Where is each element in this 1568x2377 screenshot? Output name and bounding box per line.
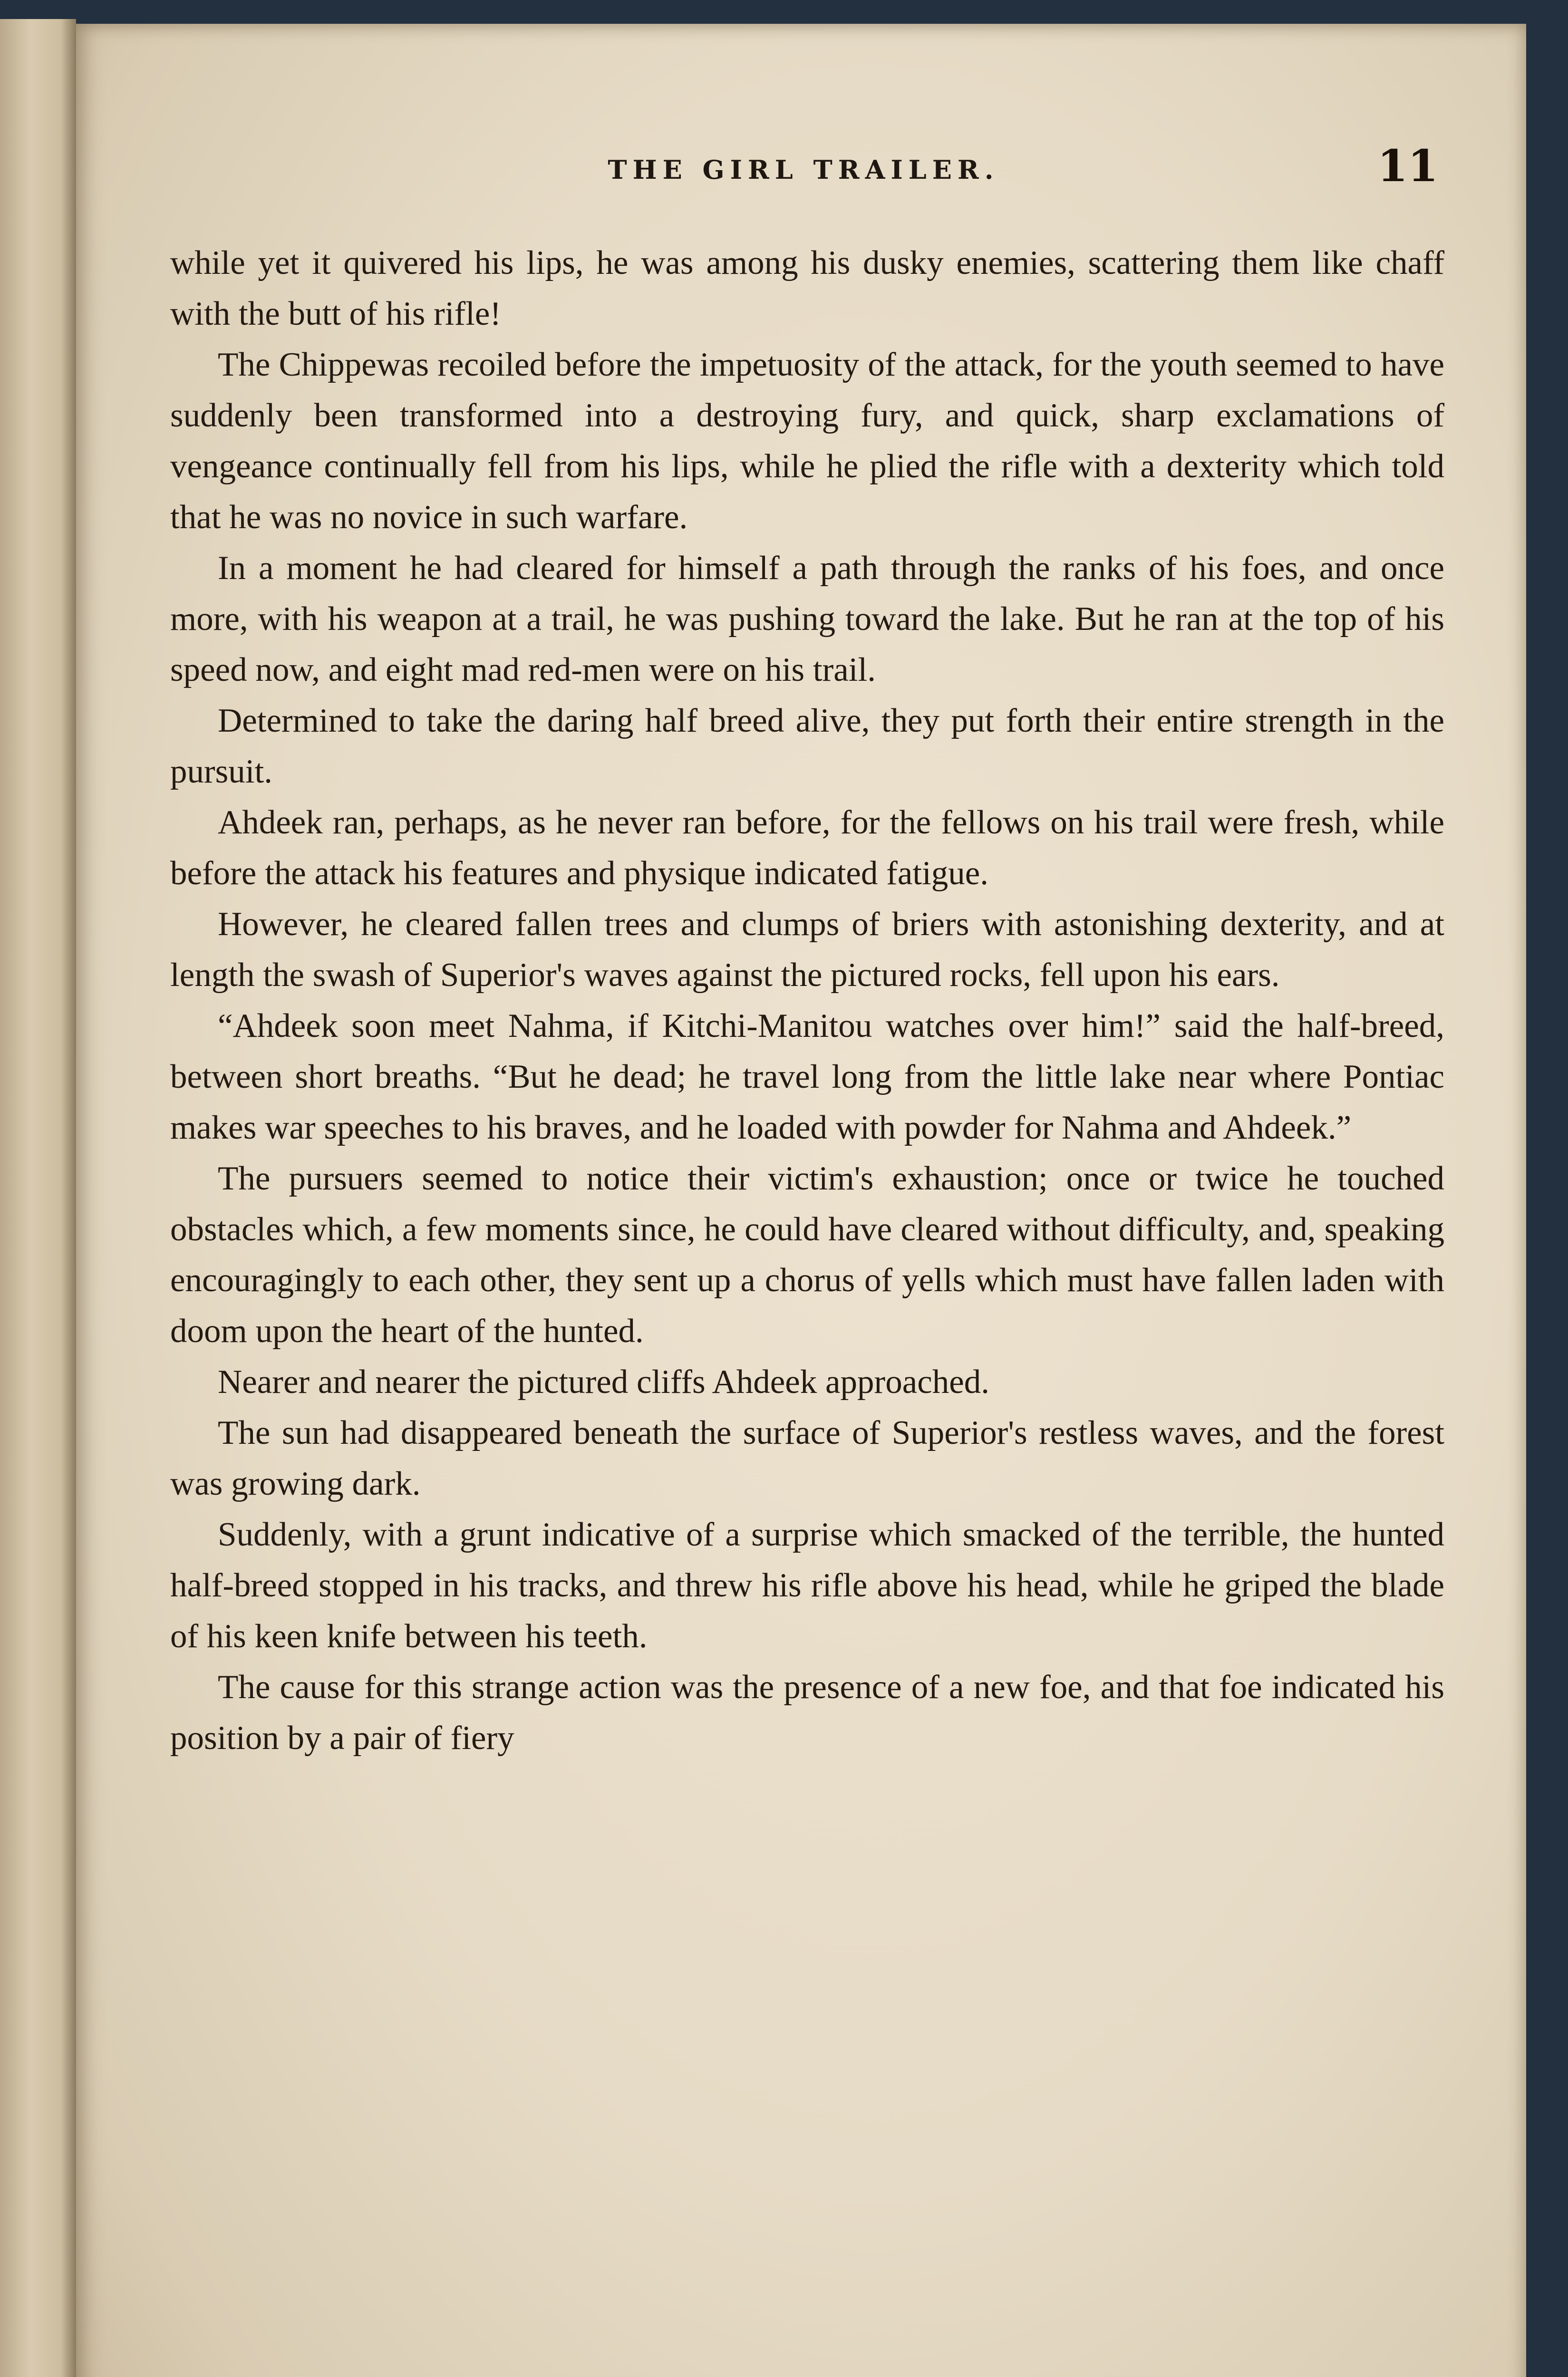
page-number: 11 [1377,140,1438,192]
paragraph: In a moment he had cleared for himself a path through the ranks of his foes, and once more, with his weapon at a trail, he was pushing toward the lake. But he ran at the top of his speed now, and eight mad red-men were on his trail. [170,550,1444,688]
paragraph: Nearer and nearer the pictured cliffs Ahdeek approached. [218,1363,989,1401]
paragraph: The pursuers seemed to notice their victim's exhaustion; once or twice he touched obstacles which, a few moments since, he could have cleared without difficulty, and, speaking encouragingly to each other, they sent up a chorus of yells which must have fallen laden with doom upon the heart of the hunted. [170,1160,1444,1350]
paragraph: “Ahdeek soon meet Nahma, if Kitchi-Manitou watches over him!” said the half-breed, between short breaths. “But he dead; he travel long from the little lake near where Pontiac makes war speeches to his braves, and he loaded with powder for Nahma and Ahdeek.” [170,1007,1444,1146]
paragraph: Determined to take the daring half breed alive, they put forth their entire strength in the pursuit. [170,702,1444,790]
body-text [170,238,1444,1764]
paragraph: The sun had disappeared beneath the surface of Superior's restless waves, and the forest was growing dark. [170,1414,1444,1502]
paragraph: The Chippewas recoiled before the impetuosity of the attack, for the youth seemed to have suddenly been transformed into a destroying fury, and quick, sharp exclamations of vengeance continually fell from his lips, while he plied the rifle with a dexterity which told that he was no novice in such warfare. [170,346,1444,536]
paragraph: However, he cleared fallen trees and clumps of briers with astonishing dexterity, and at length the swash of Superior's waves against the pictured rocks, fell upon his ears. [170,906,1444,994]
book-page [76,24,1526,2377]
running-title: THE GIRL TRAILER. [608,155,999,185]
running-head [169,140,1438,193]
paragraph: Suddenly, with a grunt indicative of a surprise which smacked of the terrible, the hunted half-breed stopped in his tracks, and threw his rifle above his head, while he griped the blade of his keen knife between his teeth. [170,1516,1444,1655]
paragraph: while yet it quivered his lips, he was among his dusky enemies, scattering them like chaff with the butt of his rifle! [170,244,1444,332]
paragraph: The cause for this strange action was the presence of a new foe, and that foe indicated his position by a pair of fiery [170,1669,1444,1757]
facing-page-edge [0,19,76,2377]
paragraph: Ahdeek ran, perhaps, as he never ran before, for the fellows on his trail were fresh, while before the attack his features and physique indicated fatigue. [170,804,1444,892]
